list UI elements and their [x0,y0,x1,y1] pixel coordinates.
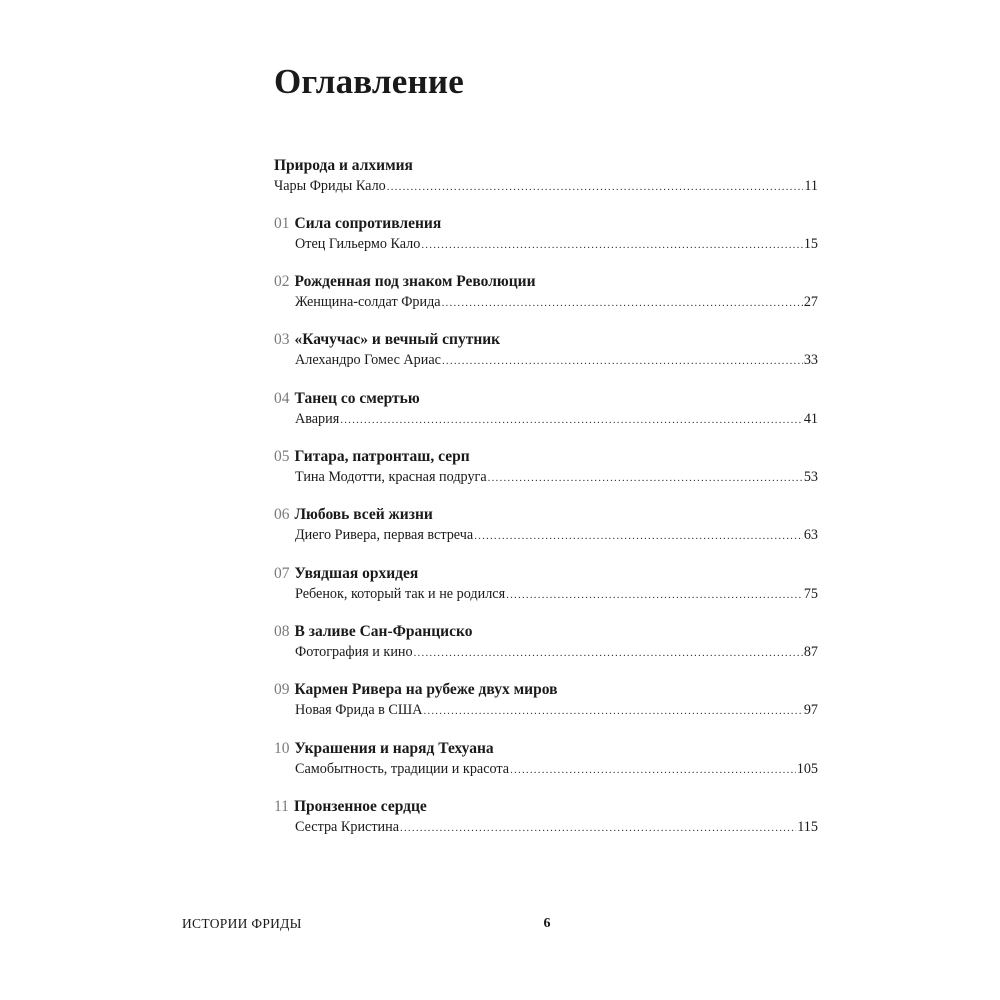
chapter-subtitle-line [295,759,818,779]
chapter-subtitle: Самобытность, традиции и красота [295,761,510,777]
chapter-subtitle: Чары Фриды Кало [274,178,386,194]
dot-leader [442,351,803,371]
chapter-subtitle-line [295,584,818,604]
chapter-number: 01 [274,215,290,232]
page-number: 11 [804,178,818,194]
dot-leader [474,526,803,546]
chapter-title: Гитара, патронташ, серп [294,448,470,465]
chapter-heading: Природа и алхимия [274,157,413,174]
toc-entry-08[interactable] [274,622,818,662]
page-number: 41 [803,411,818,427]
chapter-subtitle-line [295,817,818,837]
chapter-title: Любовь всей жизни [294,506,433,523]
chapter-subtitle-line [295,642,818,662]
chapter-subtitle: Алехандро Гомес Ариас [295,352,441,368]
chapter-subtitle: Авария [295,411,340,427]
chapter-number: 03 [274,331,290,348]
chapter-subtitle-line [295,234,818,254]
page-number: 33 [803,352,818,368]
running-footer-title: ИСТОРИИ ФРИДЫ [182,916,302,931]
chapter-title: Сила сопротивления [294,215,442,232]
page-number: 97 [803,702,818,718]
footer-page-number: 6 [543,916,551,931]
chapter-heading [274,797,427,817]
page-number: 27 [803,294,818,310]
chapter-heading [274,447,470,467]
chapter-subtitle-line [295,350,818,370]
toc-entry-05[interactable] [274,447,818,487]
chapter-number: 09 [274,681,290,698]
dot-leader [400,818,796,838]
chapter-heading [274,622,472,642]
chapter-number: 05 [274,448,290,465]
dot-leader [414,643,803,663]
chapter-number: 08 [274,623,290,640]
page-number: 75 [803,586,818,602]
page-number: 15 [803,236,818,252]
chapter-heading [274,214,441,234]
page-number: 105 [796,761,818,777]
chapter-title: Кармен Ривера на рубеже двух миров [294,681,558,698]
chapter-title: Увядшая орхидея [294,565,419,582]
chapter-title: Танец со смертью [294,390,420,407]
chapter-heading [274,272,536,292]
toc-entry-03[interactable] [274,330,818,370]
chapter-heading [274,505,433,525]
dot-leader [340,410,803,430]
dot-leader [442,293,803,313]
chapter-title: «Качучас» и вечный спутник [294,331,501,348]
toc-entry-01[interactable] [274,214,818,254]
dot-leader [510,760,796,780]
page-number: 87 [803,644,818,660]
chapter-heading [274,564,418,584]
chapter-heading [274,389,420,409]
chapter-subtitle: Отец Гильермо Кало [295,236,421,252]
page-number: 115 [797,819,818,835]
chapter-subtitle-line [295,467,818,487]
chapter-number: 06 [274,506,290,523]
toc-entry-intro[interactable] [274,156,818,196]
chapter-subtitle: Тина Модотти, красная подруга [295,469,487,485]
chapter-title: В заливе Сан-Франциско [294,623,473,640]
toc-entry-09[interactable] [274,680,818,720]
chapter-subtitle: Сестра Кристина [295,819,400,835]
chapter-number: 11 [274,798,289,815]
chapter-subtitle: Диего Ривера, первая встреча [295,527,474,543]
chapter-number: 04 [274,390,290,407]
chapter-subtitle: Фотография и кино [295,644,413,660]
page-number: 53 [803,469,818,485]
page-number: 63 [803,527,818,543]
chapter-subtitle: Женщина-солдат Фрида [295,294,441,310]
chapter-subtitle-line [274,176,818,196]
chapter-title: Украшения и наряд Техуана [294,740,494,757]
chapter-heading [274,739,494,759]
toc-entry-10[interactable] [274,739,818,779]
chapter-subtitle: Новая Фрида в США [295,702,423,718]
chapter-subtitle-line [295,525,818,545]
chapter-number: 10 [274,740,290,757]
toc-entry-02[interactable] [274,272,818,312]
toc-entry-11[interactable] [274,797,818,837]
chapter-subtitle-line [295,292,818,312]
chapter-heading [274,680,557,700]
dot-leader [421,235,802,255]
chapter-subtitle-line [295,700,818,720]
dot-leader [488,468,803,488]
chapter-subtitle: Ребенок, который так и не родился [295,586,506,602]
page-title: Оглавление [274,62,464,101]
chapter-heading [274,330,500,350]
toc-entry-04[interactable] [274,389,818,429]
chapter-title: Рожденная под знаком Революции [294,273,536,290]
chapter-title: Пронзенное сердце [293,798,427,815]
dot-leader [506,585,803,605]
chapter-number: 02 [274,273,290,290]
chapter-number: 07 [274,565,290,582]
toc-entry-06[interactable] [274,505,818,545]
dot-leader [387,177,804,197]
chapter-subtitle-line [295,409,818,429]
dot-leader [423,701,802,721]
toc-entry-07[interactable] [274,564,818,604]
